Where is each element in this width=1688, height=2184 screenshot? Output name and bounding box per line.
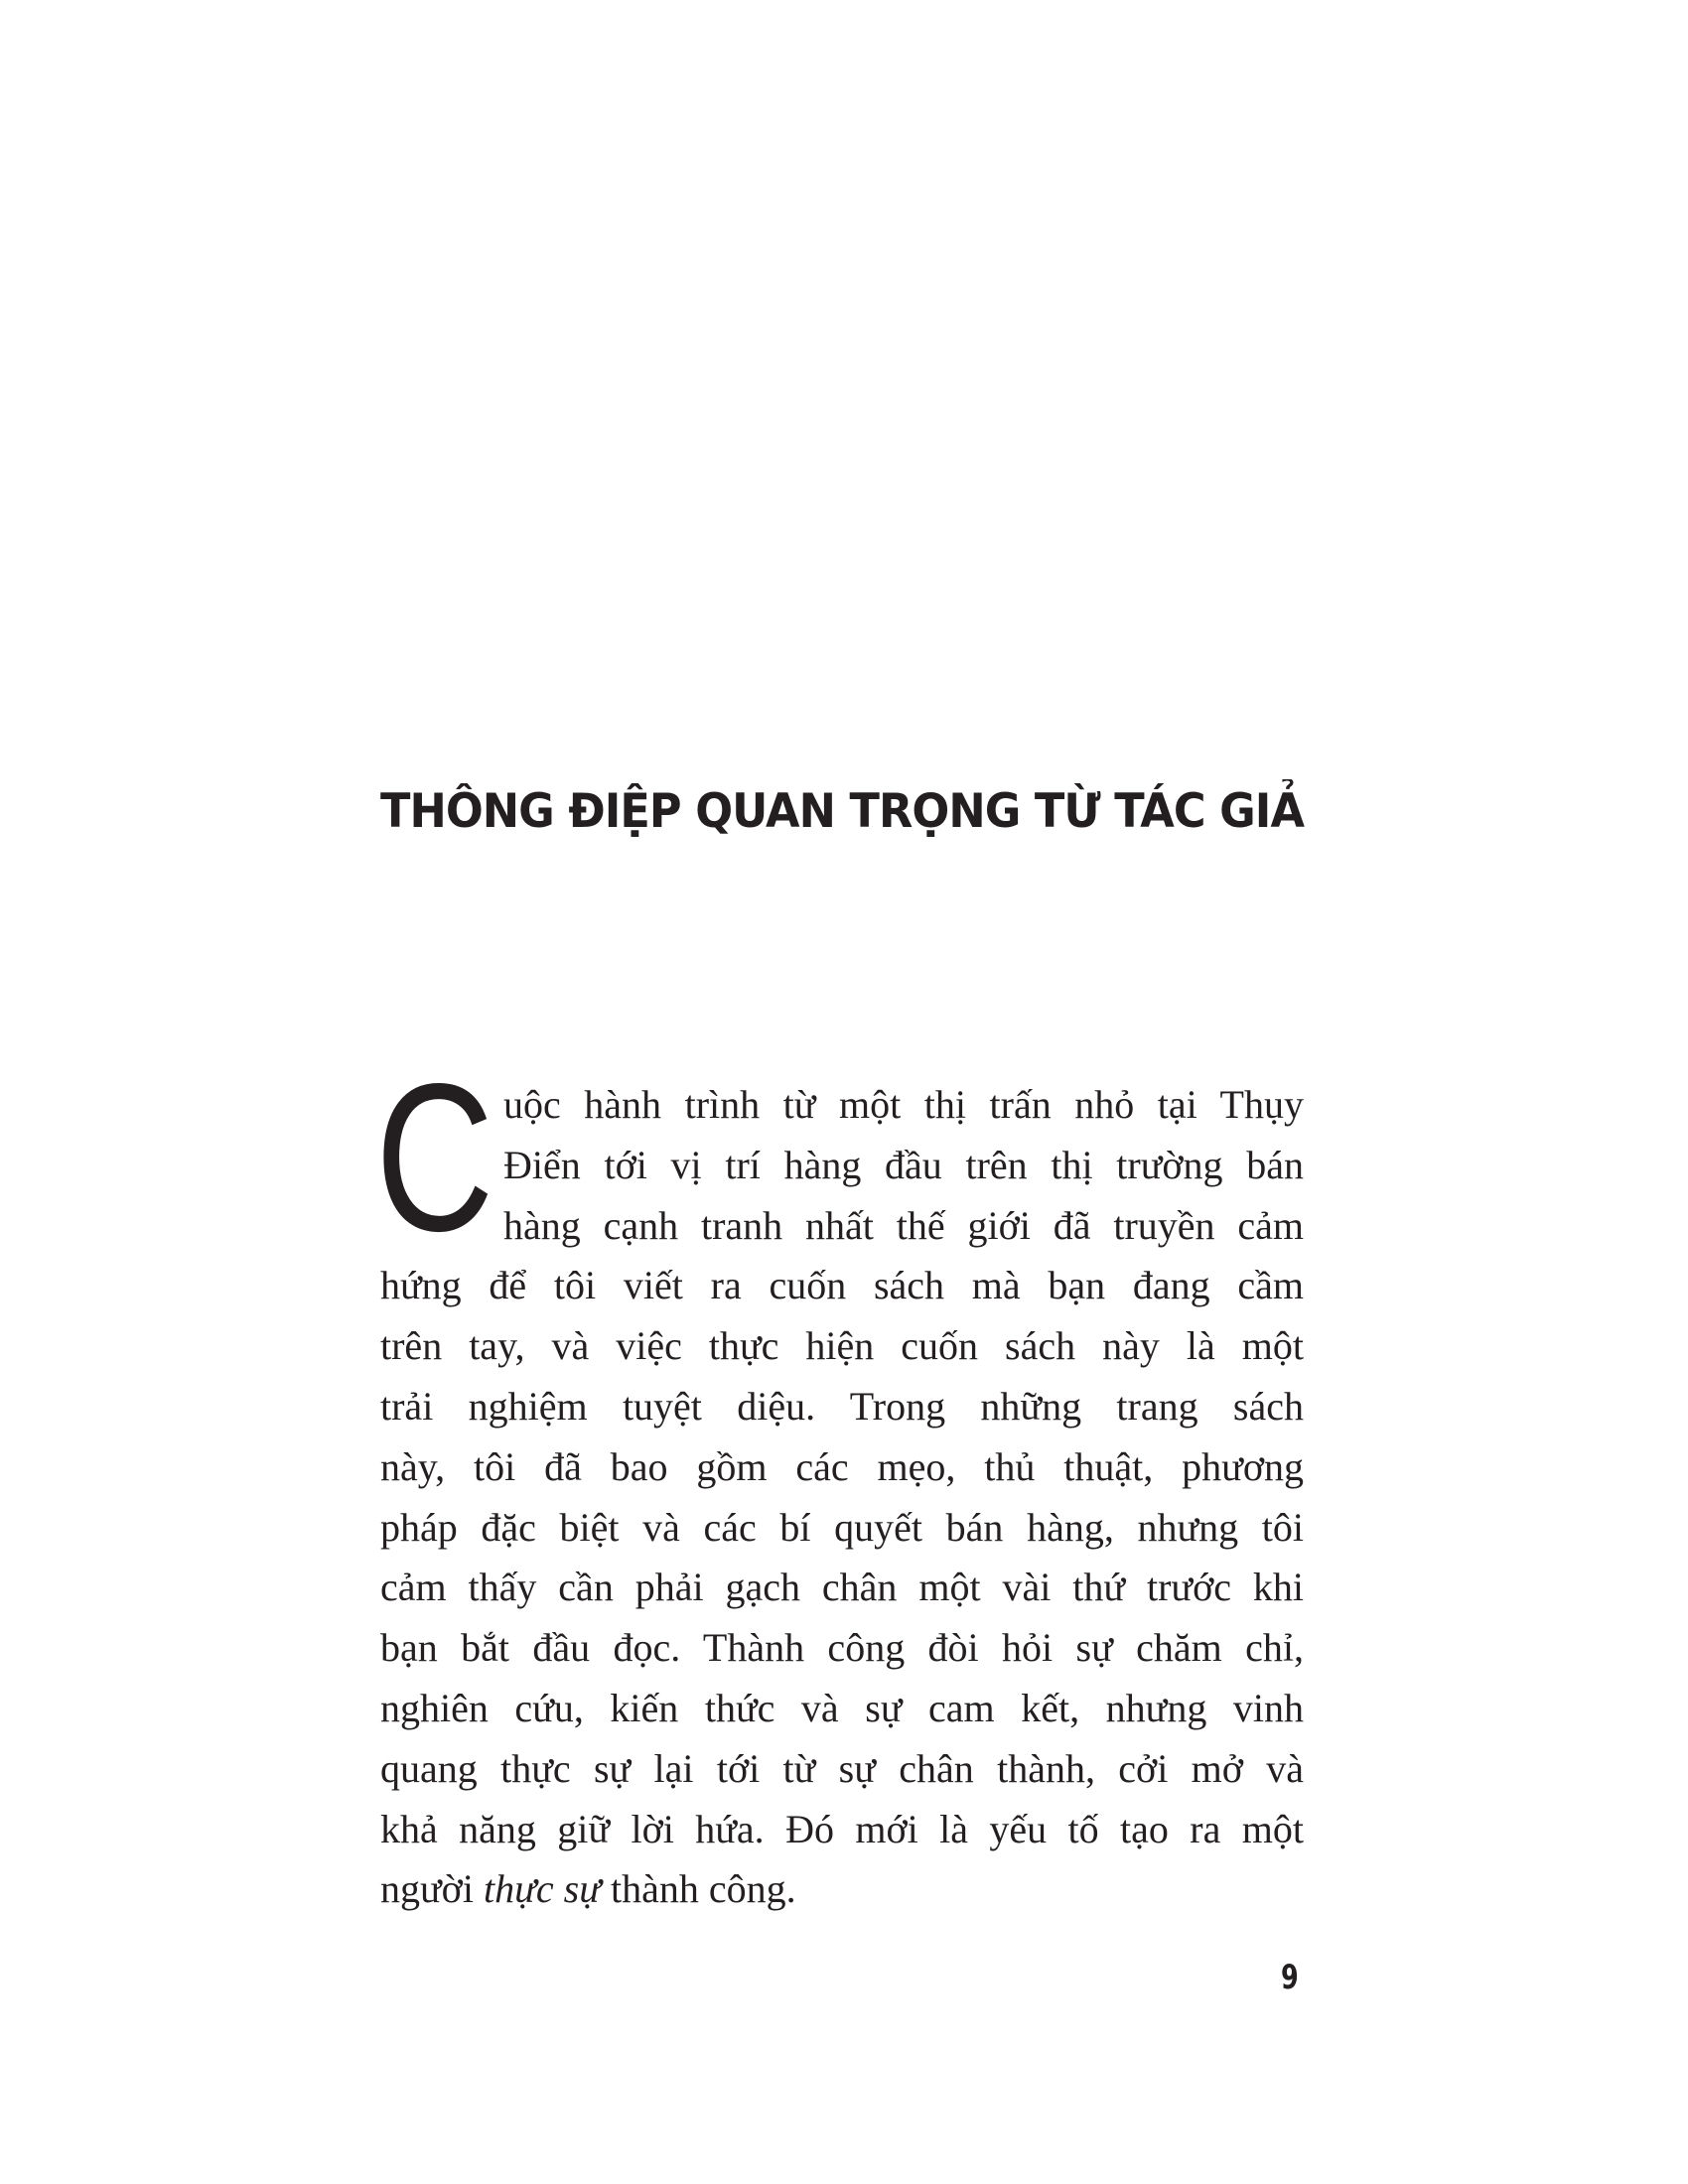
drop-cap: C bbox=[375, 1039, 494, 1275]
body-line: nghiên cứu, kiến thức và sự cam kết, nhưng vinh bbox=[380, 1686, 1304, 1730]
body-line: khả năng giữ lời hứa. Đó mới là yếu tố tạo ra một bbox=[380, 1806, 1304, 1851]
body-line: Điển tới vị trí hàng đầu trên thị trường bán bbox=[503, 1142, 1304, 1187]
body-line: trên tay, và việc thực hiện cuốn sách này là một bbox=[380, 1323, 1304, 1369]
body-line: cảm thấy cần phải gạch chân một vài thứ trước khi bbox=[380, 1565, 1304, 1610]
body-line: hứng để tôi viết ra cuốn sách mà bạn đang cầm bbox=[380, 1263, 1304, 1308]
body-line: uộc hành trình từ một thị trấn nhỏ tại Thụy bbox=[503, 1082, 1304, 1127]
chapter-title: THÔNG ĐIỆP QUAN TRỌNG TỪ TÁC GIẢ bbox=[380, 784, 1304, 839]
body-line: này, tôi đã bao gồm các mẹo, thủ thuật, phương bbox=[380, 1443, 1304, 1489]
body-line: hàng cạnh tranh nhất thế giới đã truyền cảm bbox=[503, 1202, 1304, 1248]
body-line: pháp đặc biệt và các bí quyết bán hàng, nhưng tôi bbox=[380, 1504, 1304, 1550]
body-line-last: người thực sự thành công. bbox=[380, 1866, 796, 1912]
page-number: 9 bbox=[1281, 1958, 1299, 1997]
body-line: trải nghiệm tuyệt diệu. Trong những trang sách bbox=[380, 1384, 1304, 1429]
body-line: quang thực sự lại tới từ sự chân thành, cởi mở và bbox=[380, 1745, 1304, 1791]
body-line: bạn bắt đầu đọc. Thành công đòi hỏi sự chăm chỉ, bbox=[380, 1625, 1304, 1671]
emphasis-text: thực sự bbox=[483, 1866, 602, 1912]
